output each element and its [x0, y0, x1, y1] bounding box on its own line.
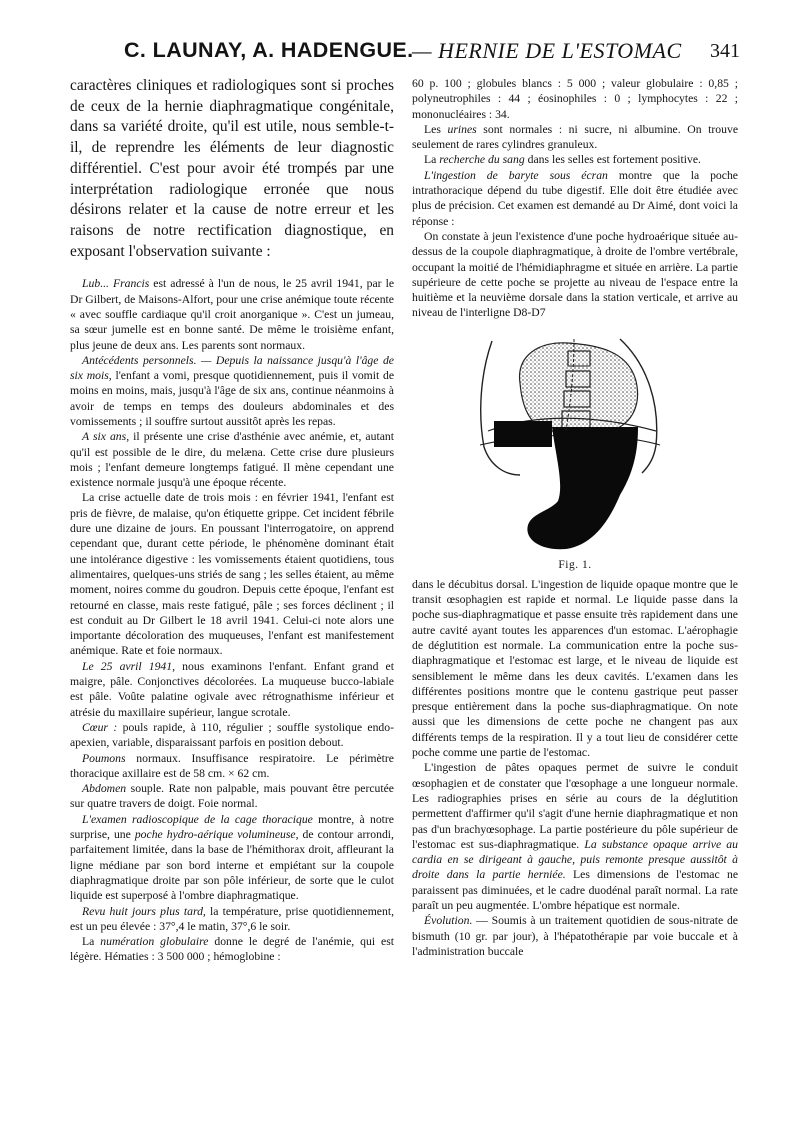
antecedents-heading: Antécédents personnels. — Depuis la naissance jusqu'à l'âge de six mois,: [70, 353, 394, 383]
heart-paragraph: [70, 720, 394, 751]
observation-paragraph: [70, 276, 394, 352]
intro-paragraph: caractères cliniques et radiologiques sont si proches de ceux de la hernie diaphragmatique congénitale, dans sa variété droite, qu'il est utile, nous semble-t-il, de reprendre les éléments de leur diagnostic différentiel. C'est pour avoir été trompés par une interprétation radiologique erronée que nous désirons relater et la cause de notre erreur et les raisons de notre rectification diagnostique, en exposant l'observation suivante :: [70, 77, 394, 260]
exam-date-lead: Le 25 avril 1941,: [82, 659, 176, 673]
radioscopy-paragraph: [70, 812, 394, 904]
paragraph-text: est adressé à l'un de nous, le 25 avril 1941, par le Dr Gilbert, de Maisons-Alfort, pour une crise anémique toute récente « avec souffle cardiaque qu'il croit anorganique ». C'est un jumeau, sa sœur jumelle est en bonne santé. De même le troisième enfant, plus jeune de deux ans. Les parents sont normaux.: [70, 277, 395, 352]
paragraph-text: La: [424, 153, 440, 167]
urine-term: urines: [447, 122, 477, 136]
paragraph-text: Les: [424, 122, 448, 136]
paragraph-text: Les dimensions de l'estomac ne paraissent pas diminuées, et le cadre duodénal paraît normal. La rate paraît un peu augmentée. L'ombre hépatique est normale.: [412, 868, 739, 912]
paragraph-text: dans les selles est fortement positive.: [524, 153, 701, 167]
followup-lead: Revu huit jours plus tard,: [82, 904, 206, 918]
radiology-report-paragraph: On constate à jeun l'existence d'une poche hydroaérique située au-dessus de la coupole diaphragmatique, à droite de l'ombre vertébrale, occupant la moitié de l'hémidiaphragme et située en arrière. La partie supérieure de cette poche se projette au niveau de l'espace entre la huitième et la neuvième dorsale dans la station verticale, et arrive au niveau de l'interligne D8-D7: [412, 229, 738, 320]
page-number: 341: [710, 40, 740, 62]
paragraph-text: il présente une crise d'asthénie avec anémie, et, autant qu'il est possible de le dire, du melæna. Cette crise dure plusieurs mois ; l'enfant demeure longtemps fatigué. Il mène cependant une existence normale jusqu'à une époque récente.: [70, 430, 394, 490]
six-years-lead: A six ans,: [82, 430, 130, 444]
current-crisis-paragraph: La crise actuelle date de trois mois : en février 1941, l'enfant est pris de fièvre, de malaise, qu'on étiquette grippe. Cet incident fébrile dure une dizaine de jours. En poussant l'interrogatoire, on apprend cependant que, durant cette période, le phénomène dominant était une intolérance digestive : les vomissements étaient quotidiens, tous alimentaires, quelques-uns striés de sang ; les selles étaient, au même moment, noires comme du goudron. Depuis cette époque, l'enfant est retourné en classe, mais reste fatigué, pâle ; ses forces déclinent ; il est conduit au Dr Gilbert le 18 avril 1941. Celui-ci note alors une importante décoloration des muqueuses, l'enfant est manifestement anémique. Rate et foie normaux.: [70, 491, 394, 658]
paragraph-text: la température, prise quotidiennement, est un peu élevée : 37°,4 le matin, 37°,6 le soir.: [70, 904, 395, 933]
paragraph-text: donne le degré de l'anémie, qui est légère. Hématies : 3 500 000 ; hémoglobine :: [70, 935, 395, 964]
evolution-heading: Évolution.: [424, 914, 473, 928]
exam-date-paragraph: [70, 659, 394, 720]
blood-values-paragraph: 60 p. 100 ; globules blancs : 5 000 ; valeur globulaire : 0,85 ; polyneutrophiles : 44 ; éosinophiles : 0 ; lymphocytes : 22 ; mononucléaires : 34.: [412, 77, 738, 121]
fluid-level: [494, 421, 552, 447]
opaque-paste-paragraph: [412, 760, 738, 913]
lungs-paragraph: [70, 751, 394, 782]
right-column: [412, 76, 738, 959]
decubitus-paragraph: dans le décubitus dorsal. L'ingestion de liquide opaque montre que le transit œsophagien est rapide et normal. Le liquide passe dans la poche sus-diaphragmatique et passe ensuite très rapidement dans une autre cavité ayant toutes les apparences d'un estomac. L'aérophagie de déglutition est normale. La communication entre la poche sus-diaphragmatique et l'estomac est large, et le niveau de liquide est sensiblement le même dans les deux cavités. L'examen dans les différentes positions montre que le contenu gastrique peut passer presque entièrement dans la poche sus-diaphragmatique. On note aussi que les dimensions de cette poche ne changent pas aux différents temps de la respiration. Il y a tout lieu de considérer cette poche comme une partie de l'estomac.: [412, 577, 738, 760]
urine-paragraph: [412, 122, 738, 153]
figure-1: [412, 331, 738, 577]
paragraph-text: l'enfant a vomi, presque quotidiennement, puis il vomit de moins en moins, mais, jusqu'à l'âge de six ans, continue néanmoins à avoir de temps en temps des douleurs abdominales et des vomissements ; il souffre surtout aussitôt après les repas.: [70, 369, 395, 428]
barium-lead: L'ingestion de baryte sous écran: [424, 168, 608, 182]
paragraph-text: souple. Rate non palpable, mais pouvant être percutée sur quatre travers de doigt. Foie normal.: [70, 782, 394, 811]
blood-count-paragraph: [70, 934, 394, 965]
six-years-paragraph: [70, 429, 394, 490]
radioscopy-lead: L'examen radioscopique de la cage thoracique: [82, 812, 313, 826]
radiograph-diagram: [470, 335, 682, 551]
radioscopy-finding: poche hydro-aérique volumineuse,: [134, 828, 299, 842]
header-title: — HERNIE DE L'ESTOMAC: [412, 38, 682, 63]
paragraph-text: L'ingestion de pâtes opaques permet de suivre le conduit œsophagien et de constater que l'œsophage a une longueur normale. Les radiographies prises en série au cours de la déglutition permettent d'affirmer qu'il s'agit d'une hernie diaphragmatique et non pas d'un brachyœsophage. La partie postérieure du pôle supérieur de l'estomac est sus-diaphragmatique.: [412, 761, 738, 851]
thorax-outline: [481, 341, 520, 475]
abdomen-lead: Abdomen: [82, 782, 127, 796]
paragraph-text: — Soumis à un traitement quotidien de sous-nitrate de bismuth (10 gr. par jour), à l'hépatothérapie par voie buccale et à l'administration buccale: [412, 914, 738, 958]
left-column: [70, 76, 394, 965]
paragraph-text: de contour arrondi, parfaitement limitée, dans la base de l'hémithorax droit, affleurant la ligne médiane par son bord interne et empiétant sur la coupole diaphragmatique droite par son pôle inférieur, de sorte que le culot liquide est superposé à l'ombre diaphragmatique.: [70, 828, 394, 903]
evolution-paragraph: [412, 913, 738, 959]
paragraph-text: nous examinons l'enfant. Enfant grand et maigre, pâle. Conjonctives décolorées. La muqueuse bucco-labiale est pâle. Voûte palatine ogivale avec rétrognathisme inférieur et atrésie du maxillaire supérieur, langue scrotale.: [70, 659, 394, 719]
paragraph-text: montre, à notre surprise, une: [70, 812, 394, 842]
paragraph-text: normaux. Insuffisance respiratoire. Le périmètre thoracique axillaire est de 58 cm. × 62 cm.: [70, 751, 394, 780]
paragraph-text: montre que la poche intrathoracique dépend du tube digestif. Elle doit être étudiée avec plus de précision. Cet examen est demandé au Dr Aimé, dont voici la réponse :: [412, 168, 738, 228]
abdomen-paragraph: [70, 781, 394, 812]
blood-search-paragraph: [412, 152, 738, 167]
running-header: [70, 38, 740, 72]
antecedents-paragraph: [70, 353, 394, 429]
blood-count-term: numération globulaire: [100, 935, 209, 949]
lungs-lead: Poumons: [82, 751, 126, 765]
patient-name: Lub... Francis: [82, 277, 150, 291]
opaque-substance-note: La substance opaque arrive au cardia en se dirigeant à gauche, puis remonte presque aussitôt à droite dans la partie herniée.: [412, 837, 738, 882]
barium-paragraph: [412, 168, 738, 229]
heart-lead: Cœur :: [82, 720, 118, 734]
paragraph-text: sont normales : ni sucre, ni albumine. On trouve seulement de rares cylindres granuleux.: [412, 122, 739, 152]
paragraph-text: pouls rapide, à 110, régulier ; souffle systolique endo-apexien, variable, disparaissant parfois en position debout.: [70, 720, 394, 750]
header-authors: C. LAUNAY, A. HADENGUE.: [124, 38, 414, 62]
figure-caption: Fig. 1.: [558, 558, 592, 571]
blood-search-term: recherche du sang: [439, 153, 525, 167]
paragraph-text: La: [82, 935, 101, 949]
followup-paragraph: [70, 904, 394, 935]
